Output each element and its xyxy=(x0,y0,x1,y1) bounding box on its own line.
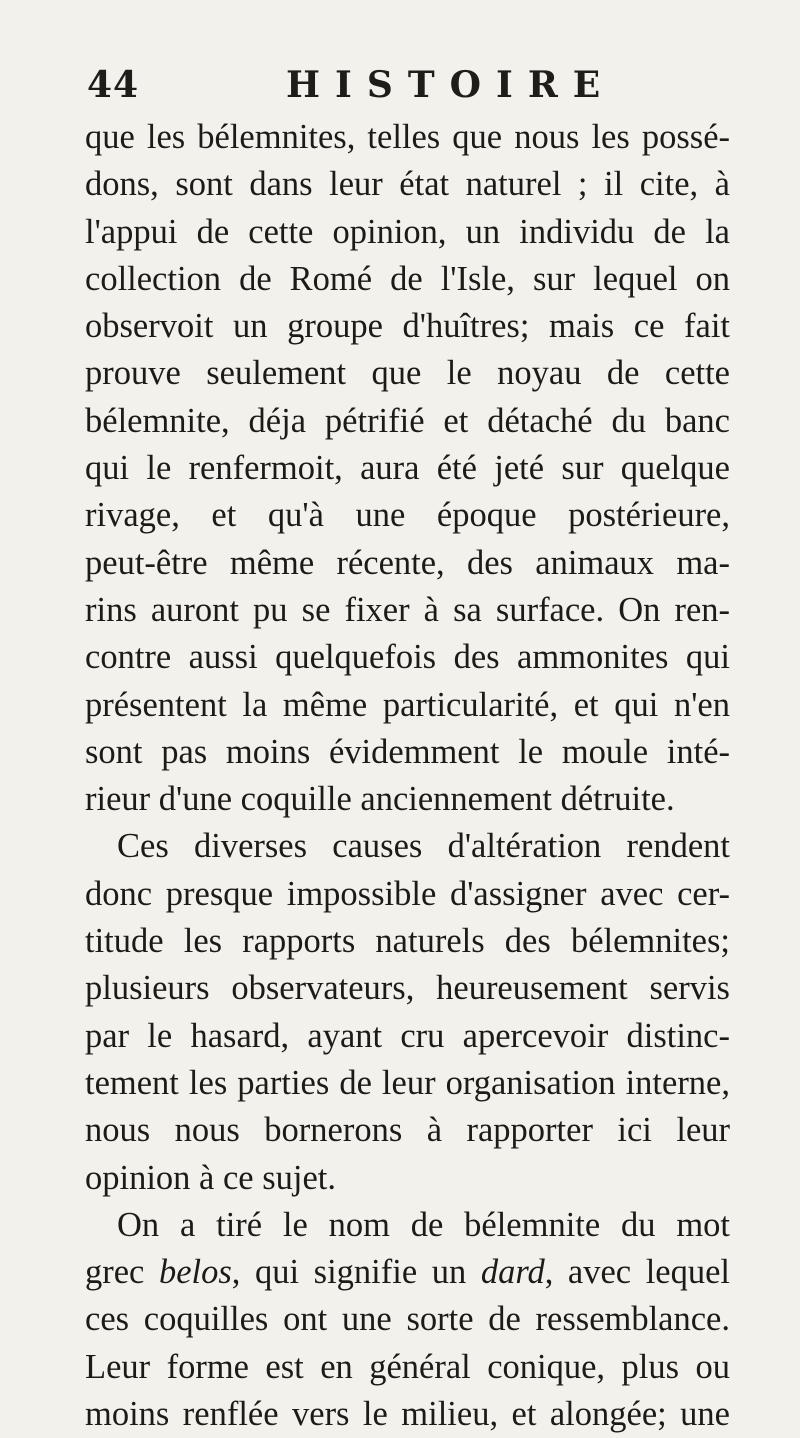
text-line: contre aussi quelquefois des ammonites qui xyxy=(85,638,730,677)
text-line: collection de Romé de l'Isle, sur lequel on xyxy=(85,259,730,298)
text-segment: , qui signifie un xyxy=(231,1253,481,1292)
text-line: nous nous bornerons à rapporter ici leur xyxy=(85,1111,730,1150)
paragraph-first-line: On a tiré le nom de bélemnite du mot xyxy=(117,1205,730,1244)
text-line: plusieurs observateurs, heureusement servis xyxy=(85,969,730,1008)
text-line: prouve seulement que le noyau de cette xyxy=(85,354,730,393)
text-line: titude les rapports naturels des bélemnites; xyxy=(85,922,730,961)
text-line: l'appui de cette opinion, un individu de la xyxy=(85,212,730,251)
page-number: 44 xyxy=(87,64,140,106)
text-line: observoit un groupe d'huîtres; mais ce fait xyxy=(85,307,730,346)
text-line: dons, sont dans leur état naturel ; il cite, à xyxy=(85,165,730,204)
text-line: qui le renfermoit, aura été jeté sur quelque xyxy=(85,449,730,488)
paragraph-first-line: Ces diverses causes d'altération rendent xyxy=(117,827,730,866)
text-line: tement les parties de leur organisation interne, xyxy=(85,1063,730,1102)
text-line: sont pas moins évidemment le moule inté- xyxy=(85,732,730,771)
text-line: ces coquilles ont une sorte de ressemblance. xyxy=(85,1300,730,1339)
text-line: opinion à ce sujet. xyxy=(85,1158,337,1197)
text-line: peut-être même récente, des animaux ma- xyxy=(85,543,730,582)
italic-word-dard: dard xyxy=(480,1253,545,1292)
text-line: moins renflée vers le milieu, et alongée; une xyxy=(85,1395,730,1434)
text-line: que les bélemnites, telles que nous les possé- xyxy=(85,118,730,156)
text-line: donc presque impossible d'assigner avec cer- xyxy=(85,874,730,913)
text-line: Leur forme est en général conique, plus ou xyxy=(85,1347,730,1386)
text-line-with-italics xyxy=(85,1249,730,1296)
text-line: par le hasard, ayant cru apercevoir distinc- xyxy=(85,1016,730,1055)
body-text xyxy=(85,114,730,1438)
text-segment: grec xyxy=(85,1253,159,1292)
text-segment: , avec lequel xyxy=(544,1253,730,1292)
running-head xyxy=(87,62,727,112)
text-line: rieur d'une coquille anciennement détruite. xyxy=(85,780,675,819)
text-line: rivage, et qu'à une époque postérieure, xyxy=(85,496,730,535)
text-line: présentent la même particularité, et qui n'en xyxy=(85,685,730,724)
italic-word-belos: belos xyxy=(158,1253,232,1292)
running-title: HISTOIRE xyxy=(286,64,616,106)
text-line: bélemnite, déja pétrifié et détaché du banc xyxy=(85,401,730,440)
text-line: rins auront pu se fixer à sa surface. On ren- xyxy=(85,590,730,629)
